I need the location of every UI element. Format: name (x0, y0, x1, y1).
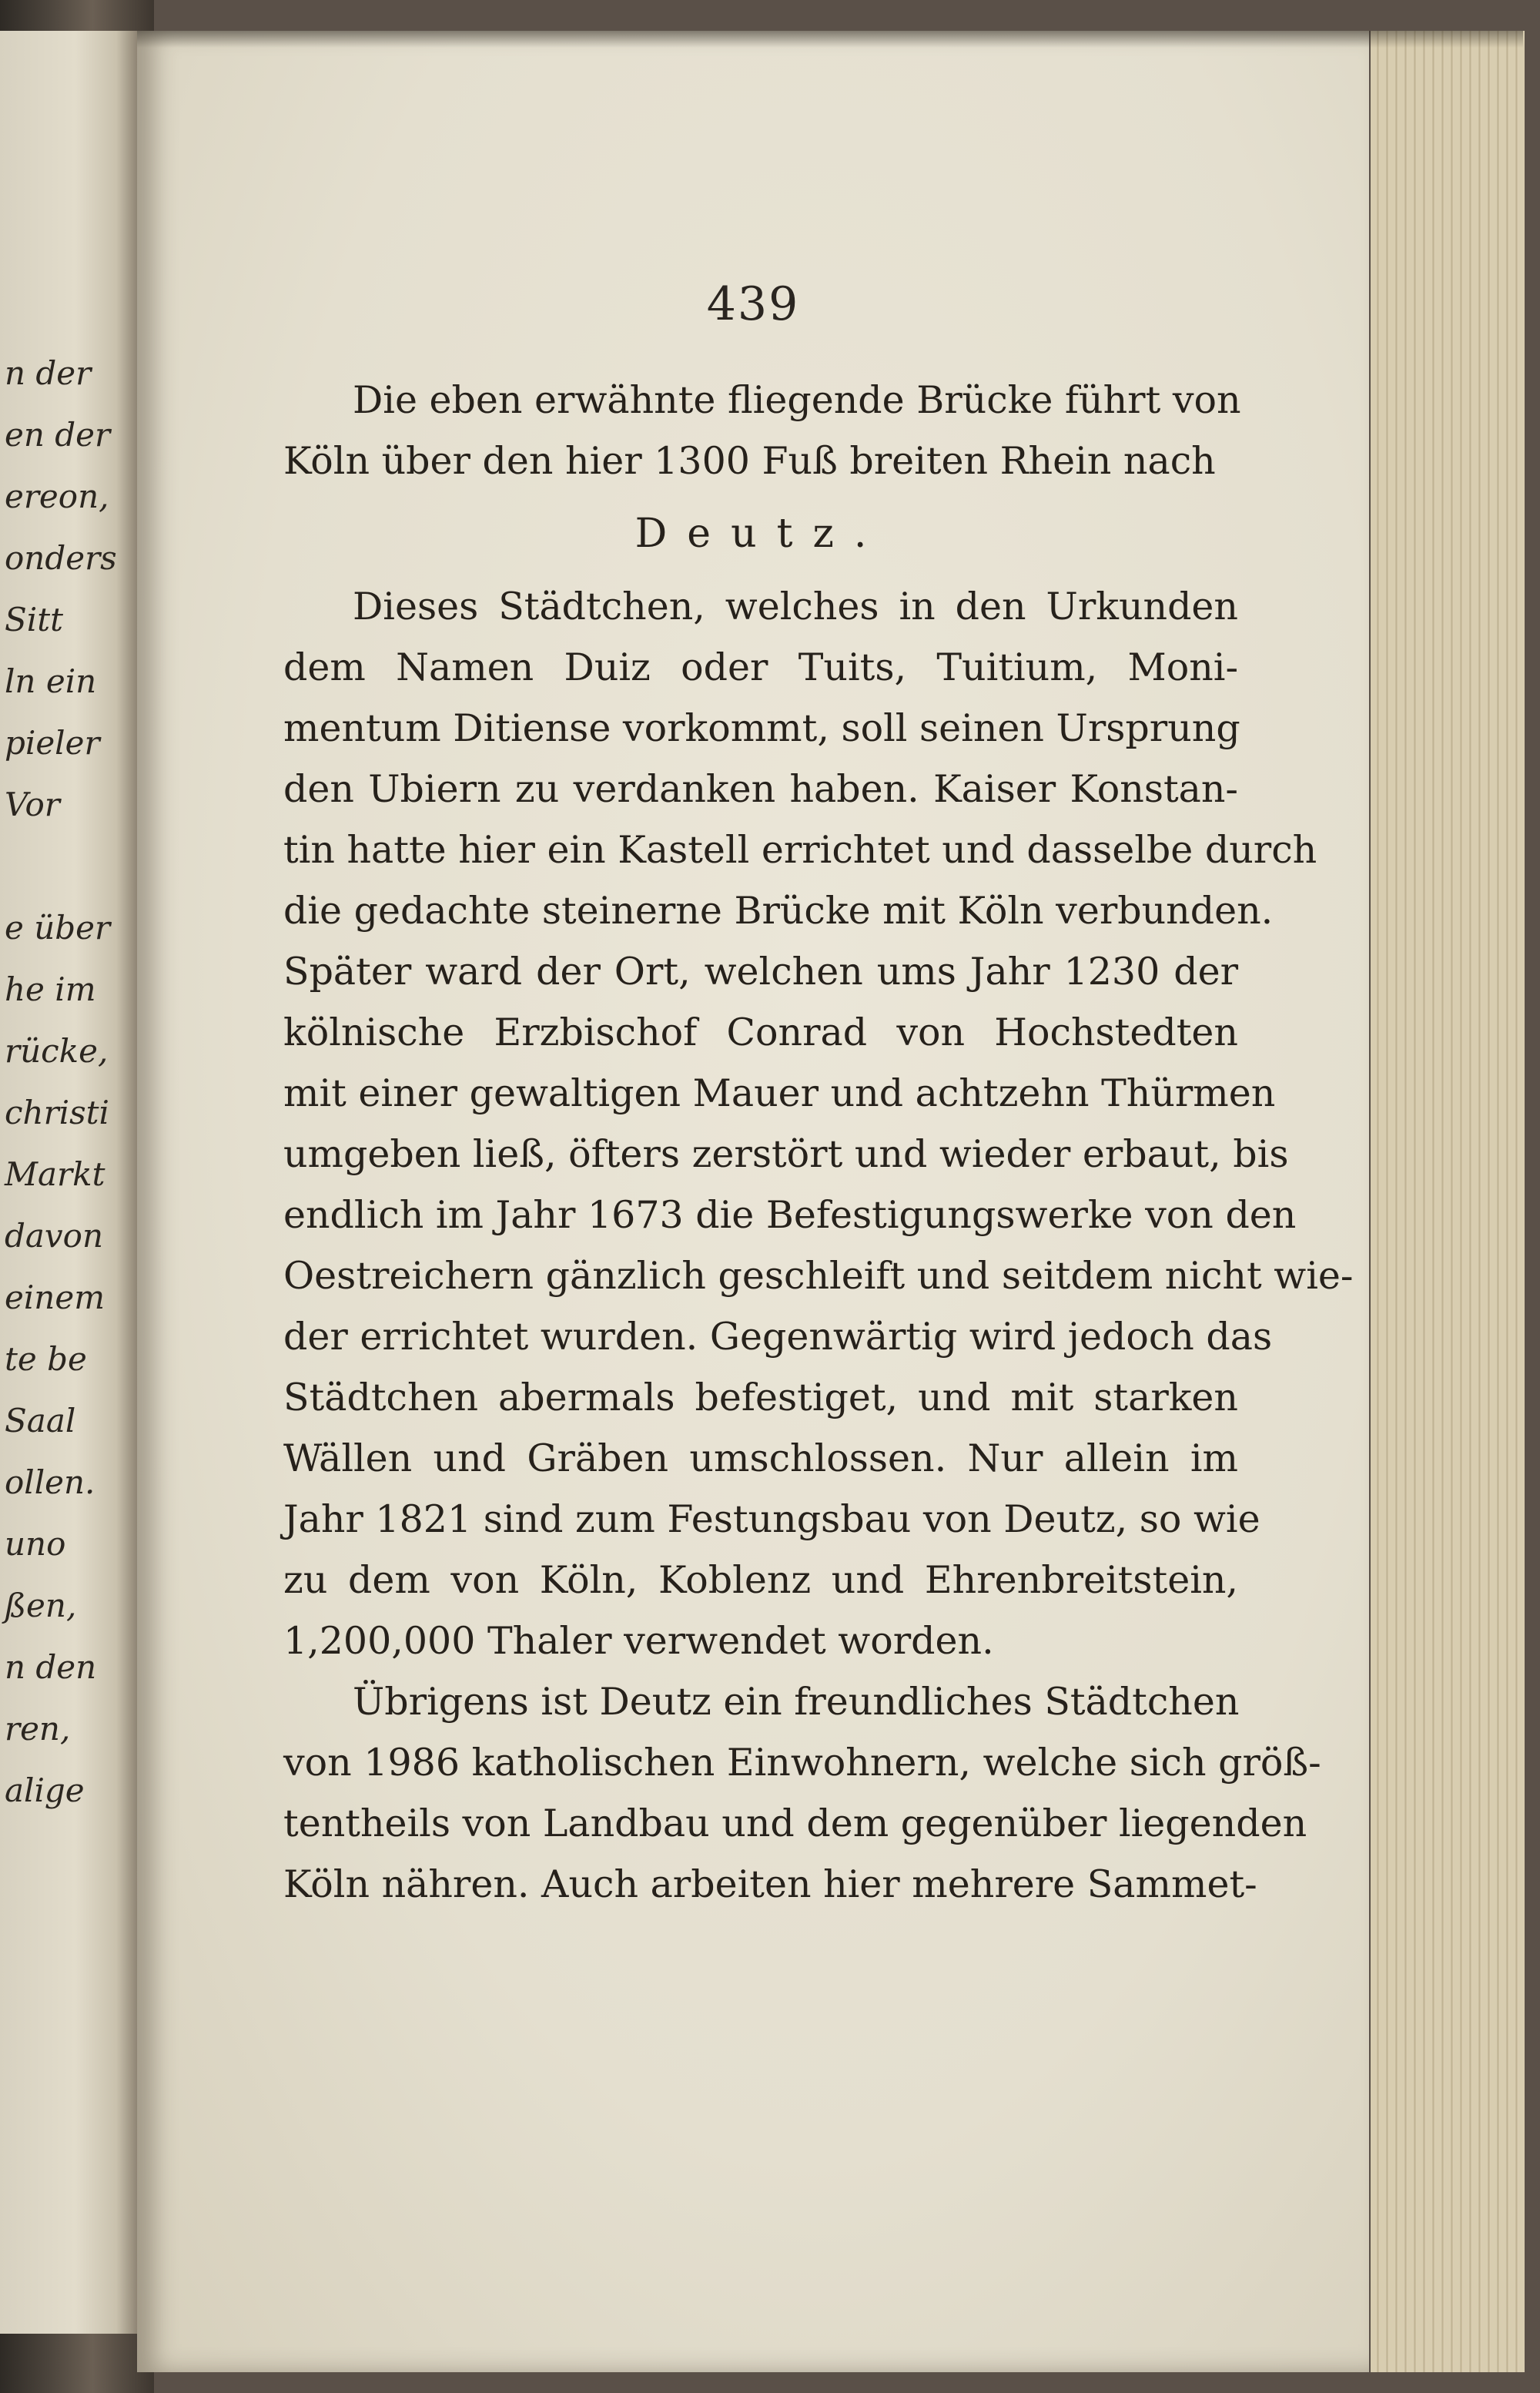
left-page-fragment: n den (5, 1648, 97, 1686)
top-shadow (137, 31, 1523, 48)
paragraph-1 (283, 370, 1241, 491)
left-page-fragment: Saal (5, 1402, 76, 1439)
text-line: die gedachte steinerne Brücke mit Köln verbunden. (283, 889, 1274, 933)
left-page (0, 31, 137, 2334)
left-page-fragment: Sitt (5, 601, 63, 638)
text-block (283, 370, 1354, 1915)
text-line: Städtchen abermals befestiget, und mit starken (283, 1376, 1238, 1419)
section-heading: Deutz. (634, 511, 887, 557)
text-line: Oestreichern gänzlich geschleift und seitdem nicht wie- (283, 1254, 1354, 1298)
text-line: Die eben erwähnte fliegende Brücke führt von (353, 378, 1241, 422)
text-line: 1,200,000 Thaler verwendet worden. (283, 1619, 994, 1663)
text-line: dem Namen Duiz oder Tuits, Tuitium, Moni- (283, 645, 1238, 689)
text-line: Übrigens ist Deutz ein freundliches Städtchen (353, 1680, 1240, 1724)
text-line: der errichtet wurden. Gegenwärtig wird jedoch das (283, 1315, 1273, 1359)
right-page (137, 31, 1369, 2372)
text-line: umgeben ließ, öfters zerstört und wieder erbaut, bis (283, 1132, 1289, 1176)
text-line: mit einer gewaltigen Mauer und achtzehn Thürmen (283, 1071, 1276, 1115)
left-page-fragment: rücke, (5, 1032, 109, 1070)
left-page-fragment: te be (5, 1340, 87, 1378)
text-line: von 1986 katholischen Einwohnern, welche sich größ- (283, 1741, 1321, 1785)
text-line: zu dem von Köln, Koblenz und Ehrenbreitstein, (283, 1558, 1238, 1602)
left-page-fragment: ln ein (5, 662, 97, 700)
text-line: mentum Ditiense vorkommt, soll seinen Ursprung (283, 706, 1240, 750)
left-page-fragment: ren, (5, 1710, 71, 1748)
text-line: Köln nähren. Auch arbeiten hier mehrere Sammet- (283, 1862, 1257, 1906)
left-page-fragment: n der (5, 354, 92, 392)
left-page-fragment: einem (5, 1279, 105, 1316)
text-line: endlich im Jahr 1673 die Befestigungswerke von den (283, 1193, 1297, 1237)
left-page-fragment: davon (5, 1217, 103, 1255)
left-page-fragment: christi (5, 1094, 109, 1131)
page-edges (1371, 31, 1525, 2372)
left-page-fragment: Markt (5, 1155, 105, 1193)
left-page-fragment: pieler (5, 724, 100, 762)
left-page-fragment: he im (5, 970, 96, 1008)
left-page-fragment: uno (5, 1525, 66, 1563)
left-page-fragment: onders (5, 539, 117, 577)
text-line: Dieses Städtchen, welches in den Urkunden (353, 585, 1238, 628)
text-line: Köln über den hier 1300 Fuß breiten Rhein nach (283, 439, 1216, 483)
text-line: Wällen und Gräben umschlossen. Nur allein im (283, 1436, 1238, 1480)
left-page-fragment: alige (5, 1771, 85, 1809)
text-line: Später ward der Ort, welchen ums Jahr 1230 der (283, 950, 1238, 994)
left-page-fragment: ollen. (5, 1463, 95, 1501)
text-line: tin hatte hier ein Kastell errichtet und dasselbe durch (283, 828, 1317, 872)
left-page-fragment: ßen, (5, 1587, 77, 1624)
left-page-fragment: e über (5, 909, 111, 947)
paragraph-2 (283, 576, 1354, 1915)
page-number: 439 (706, 277, 800, 331)
text-line: den Ubiern zu verdanken haben. Kaiser Konstan- (283, 767, 1238, 811)
text-line: kölnische Erzbischof Conrad von Hochstedten (283, 1010, 1238, 1054)
left-page-fragment: ereon, (5, 478, 109, 515)
left-page-fragment: Vor (5, 786, 60, 823)
text-line: Jahr 1821 sind zum Festungsbau von Deutz, so wie (283, 1497, 1260, 1541)
text-line: tentheils von Landbau und dem gegenüber liegenden (283, 1801, 1307, 1845)
left-page-fragment: en der (5, 416, 111, 454)
